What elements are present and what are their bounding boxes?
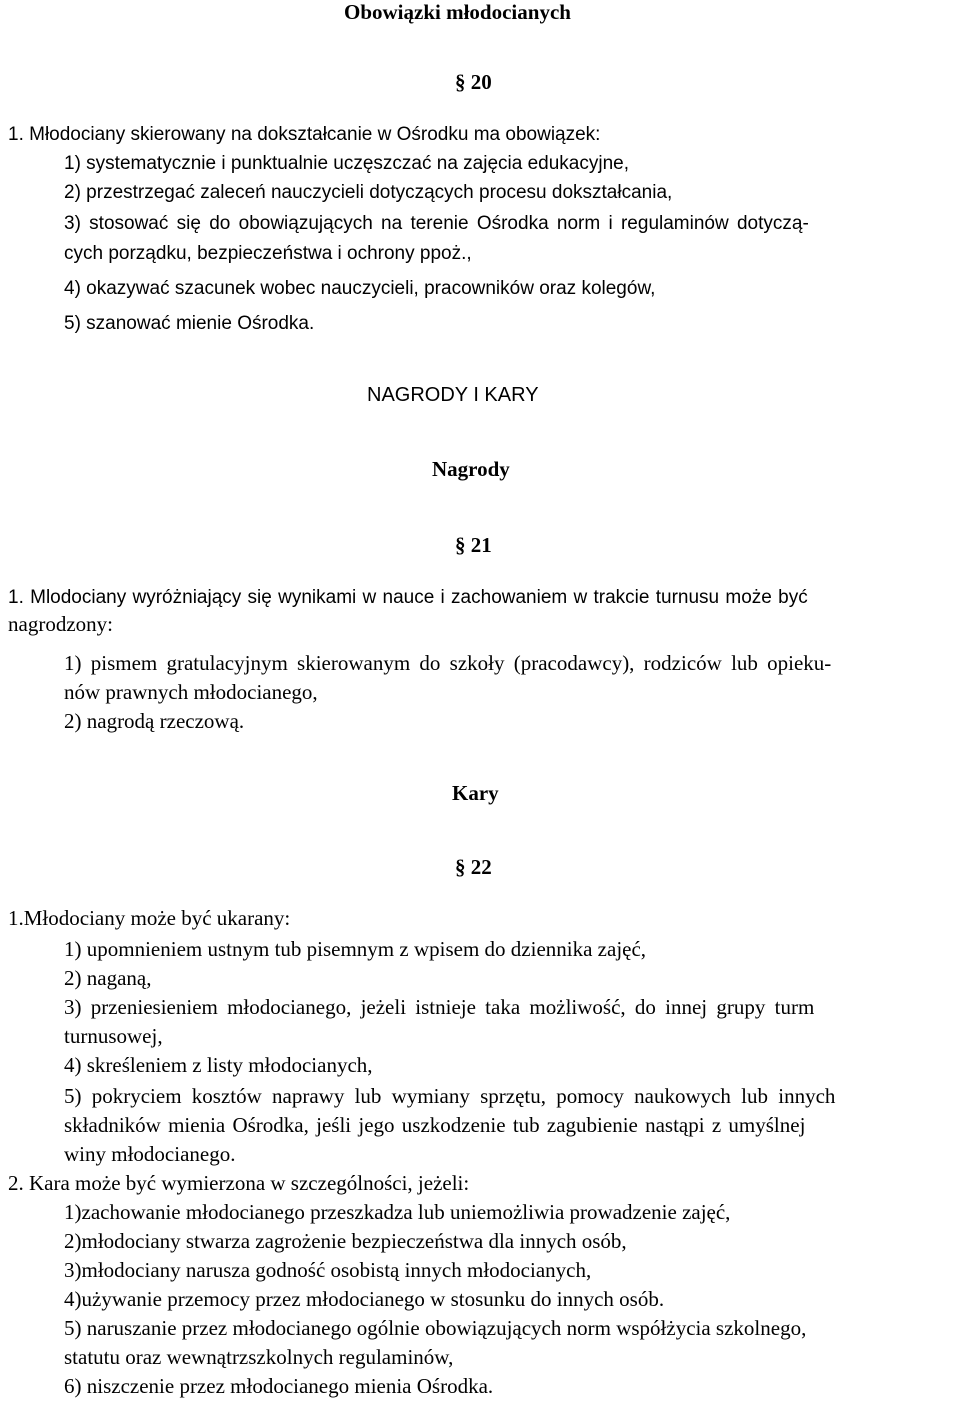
section-22-p2-item-2: 2)młodociany stwarza zagrożenie bezpieczeństwa dla innych osób, <box>64 1229 627 1253</box>
section-22-p2-item-5: 5) naruszanie przez młodocianego ogólnie obowiązujących norm współżycia szkolnego, <box>64 1316 807 1340</box>
rewards-heading: Nagrody <box>432 457 510 481</box>
section-20-item-3-cont: cych porządku, bezpieczeństwa i ochrony ppoż., <box>64 243 472 264</box>
section-20-item-3: 3) stosować się do obowiązujących na terenie Ośrodka norm i regulaminów dotyczą- <box>64 213 809 234</box>
section-22-p2-item-3: 3)młodociany narusza godność osobistą innych młodocianych, <box>64 1258 592 1282</box>
section-20-item-5: 5) szanować mienie Ośrodka. <box>64 313 315 334</box>
rewards-and-penalties-heading: NAGRODY I KARY <box>367 384 539 406</box>
page-heading: Obowiązki młodocianych <box>344 0 571 24</box>
section-22-item-2: 2) naganą, <box>64 966 152 990</box>
section-22-p2-item-5-cont: statutu oraz wewnątrzszkolnych regulaminów, <box>64 1345 454 1369</box>
section-21-item-2: 2) nagrodą rzeczową. <box>64 709 245 733</box>
section-21-intro-cont: nagrodzony: <box>8 612 113 636</box>
section-22-item-3-cont: turnusowej, <box>64 1024 163 1048</box>
section-21-intro: 1. Mlodociany wyróżniający się wynikami w nauce i zachowaniem w trakcie turnusu może być <box>8 587 808 608</box>
section-22-item-5-cont-2: winy młodocianego. <box>64 1142 236 1166</box>
section-21-item-1: 1) pismem gratulacyjnym skierowanym do szkoły (pracodawcy), rodziców lub opieku- <box>64 651 832 675</box>
section-22-item-5-cont: składników mienia Ośrodka, jeśli jego uszkodzenie tub zagubienie nastąpi z umyślnej <box>64 1113 806 1137</box>
section-20-item-2: 2) przestrzegać zaleceń nauczycieli dotyczących procesu dokształcania, <box>64 182 673 203</box>
section-21-number: § 21 <box>455 533 492 557</box>
section-22-p2-item-6: 6) niszczenie przez młodocianego mienia Ośrodka. <box>64 1374 494 1398</box>
section-22-item-1: 1) upomnieniem ustnym tub pisemnym z wpisem do dziennika zajęć, <box>64 937 647 961</box>
section-22-paragraph-2-intro: 2. Kara może być wymierzona w szczególności, jeżeli: <box>8 1171 470 1195</box>
section-22-number: § 22 <box>455 855 492 879</box>
section-22-item-3: 3) przeniesieniem młodocianego, jeżeli istnieje taka możliwość, do innej grupy turm <box>64 995 815 1019</box>
section-20-item-4: 4) okazywać szacunek wobec nauczycieli, pracowników oraz kolegów, <box>64 278 656 299</box>
penalties-heading: Kary <box>452 781 499 805</box>
section-22-item-4: 4) skreśleniem z listy młodocianych, <box>64 1053 373 1077</box>
section-20-item-1: 1) systematycznie i punktualnie uczęszczać na zajęcia edukacyjne, <box>64 153 630 174</box>
section-22-item-5: 5) pokryciem kosztów naprawy lub wymiany sprzętu, pomocy naukowych lub innych <box>64 1084 836 1108</box>
section-20-number: § 20 <box>455 70 492 94</box>
section-22-p2-item-1: 1)zachowanie młodocianego przeszkadza lub uniemożliwia prowadzenie zajęć, <box>64 1200 731 1224</box>
section-22-p2-item-4: 4)używanie przemocy przez młodocianego w stosunku do innych osób. <box>64 1287 665 1311</box>
section-22-intro: 1.Młodociany może być ukarany: <box>8 906 291 930</box>
section-21-item-1-cont: nów prawnych młodocianego, <box>64 680 318 704</box>
section-20-intro: 1. Młodociany skierowany na dokształcanie w Ośrodku ma obowiązek: <box>8 124 601 145</box>
